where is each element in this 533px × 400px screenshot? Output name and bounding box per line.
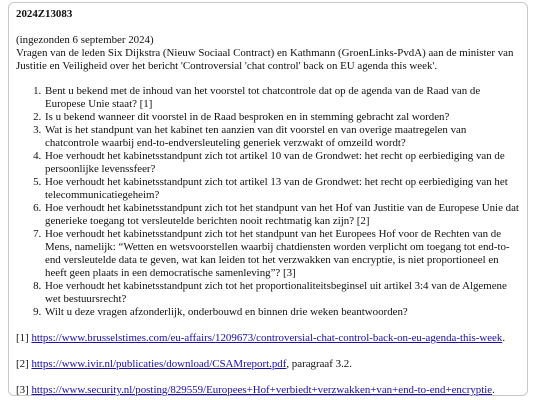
question-list — [16, 85, 521, 319]
intro-text: Vragen van de leden Six Dijkstra (Nieuw Sociaal Contract) en Kathmann (GroenLinks-PvdA) aan de minister van Justitie en Veiligheid over het bericht 'Controversial 'chat control' back on EU agenda this week'. — [16, 47, 514, 72]
footnote-suffix: . — [492, 384, 495, 396]
question-item: 4. Hoe verhoudt het kabinetsstandpunt zich tot artikel 10 van de Grondwet: het recht op eerbiediging van de persoonlijke levenssfeer? — [44, 150, 521, 176]
footnote-marker: [1] — [16, 332, 29, 344]
footnote-marker: [2] — [16, 358, 29, 370]
submitted-date: (ingezonden 6 september 2024) — [16, 34, 154, 46]
footnote-suffix: , paragraaf 3.2. — [286, 358, 352, 370]
question-item: 7. Hoe verhoudt het kabinetsstandpunt zich tot het standpunt van het Europees Hof voor de Rechten van de Mens, namelijk: “Wetten en wetsvoorstellen waarbij chatdiensten worden verplicht om toegang tot end-to-end versleutelde data te geven, wat kan leiden tot het verzwakken van encryptie, is niet proportioneel en heeft geen plaats in een democratische samenleving”? [3] — [44, 228, 521, 280]
question-item: 8. Hoe verhoudt het kabinetsstandpunt zich tot het proportionaliteitsbeginsel uit artikel 3:4 van de Algemene wet bestuursrecht? — [44, 280, 521, 306]
question-item: 1. Bent u bekend met de inhoud van het voorstel tot chatcontrole dat op de agenda van de Raad van de Europese Unie staat? [1] — [44, 85, 521, 111]
footnote-1 — [16, 332, 521, 345]
footnote-suffix: . — [502, 332, 506, 344]
footnote-link[interactable]: https://www.security.nl/posting/829559/Europees+Hof+verbiedt+verzwakken+van+end-to-end+encryptie — [31, 384, 493, 396]
footnote-3 — [16, 384, 521, 397]
question-item: 3. Wat is het standpunt van het kabinet ten aanzien van dit voorstel en van overige maatregelen van chatcontrole waarbij end-to-endversleuteling generiek verzwakt of omzeild wordt? — [44, 124, 521, 150]
document-body — [16, 8, 521, 397]
document-reference: 2024Z13083 — [16, 8, 73, 20]
footnote-link[interactable]: https://www.ivir.nl/publicaties/download/CSAMreport.pdf — [31, 358, 287, 370]
footnote-link[interactable]: https://www.brusselstimes.com/eu-affairs/1209673/controversial-chat-control-back-on-eu-agenda-this-week — [31, 332, 503, 344]
footnote-2 — [16, 358, 521, 371]
question-item: 2. Is u bekend wanneer dit voorstel in de Raad besproken en in stemming gebracht zal worden? — [44, 111, 521, 124]
footnote-marker: [3] — [16, 384, 29, 396]
question-item: 9. Wilt u deze vragen afzonderlijk, onderbouwd en binnen drie weken beantwoorden? — [44, 306, 521, 319]
question-item: 5. Hoe verhoudt het kabinetsstandpunt zich tot artikel 13 van de Grondwet: het recht op eerbiediging van het telecommunicatiegeheim? — [44, 176, 521, 202]
document-intro — [16, 34, 521, 73]
question-item: 6. Hoe verhoudt het kabinetsstandpunt zich tot het standpunt van het Hof van Justitie van de Europese Unie dat generieke toegang tot versleutelde berichten nooit rechtmatig kan zijn? [2] — [44, 202, 521, 228]
